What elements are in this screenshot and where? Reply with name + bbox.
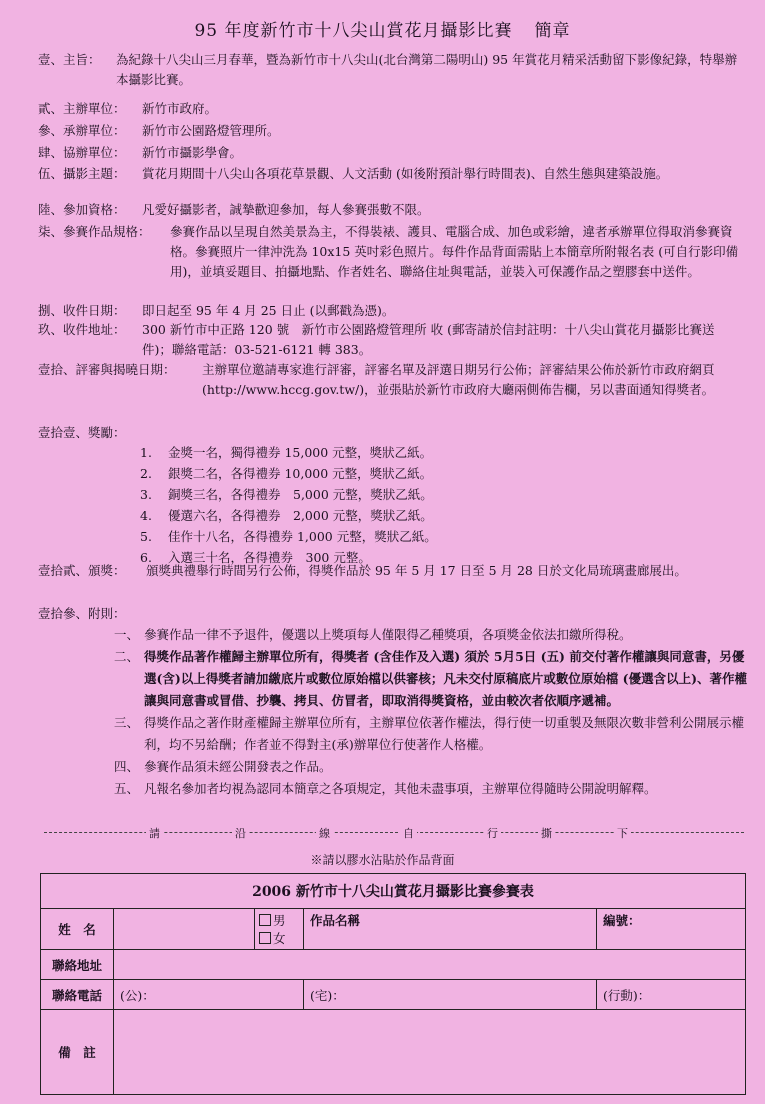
note-item: 五、 凡報名參加者均視為認同本簡章之各項規定，其他未盡事項，主辦單位得隨時公開說明解釋。 (114, 781, 657, 796)
phone-label: 聯絡電話 (41, 980, 114, 1010)
note-item: 二、 得獎作品著作權歸主辦單位所有，得獎者 (含佳作及入選) 須於 5月5日 (五) 前交付著作權讓與同意書，另優選(含)以上得獎者請加繳底片或數位原始檔以供審核；凡未交付原稿底片或數位原始檔 (優選含以上)、著作權讓與同意書或冒借、抄襲、拷貝、仿冒者，即取消得獎資格，並由較次者依順序遞補。 (114, 649, 748, 708)
name-label: 姓 名 (41, 909, 114, 950)
name-field[interactable] (114, 909, 255, 950)
award-item: 2. 銀獎二名，各得禮券 10,000 元整，獎狀乙紙。 (140, 466, 433, 481)
notes-list (114, 624, 749, 800)
note-item: 一、 參賽作品一律不予退件，優選以上獎項每人僅限得乙種獎項，各項獎金依法扣繳所得稅。 (114, 627, 632, 642)
note-item: 四、 參賽作品須未經公開發表之作品。 (114, 759, 332, 774)
male-checkbox[interactable] (259, 914, 271, 926)
address-field[interactable] (114, 950, 746, 980)
cut-line: 請 沿 線 自 行 撕 下 (44, 832, 744, 833)
award-item: 6. 入選三十名，各得禮券 300 元整。 (140, 550, 371, 565)
award-item: 3. 銅獎三名，各得禮券 5,000 元整，獎狀乙紙。 (140, 487, 433, 502)
award-item: 1. 金獎一名，獨得禮券 15,000 元整，獎狀乙紙。 (140, 445, 433, 460)
remark-field[interactable] (114, 1010, 746, 1095)
awards-list (140, 442, 437, 568)
note-item: 三、 得獎作品之著作財產權歸主辦單位所有，主辦單位依著作權法，得行使一切重製及無限次數非營利公開展示權利，均不另給酬；作者並不得對主(承)辦單位行使著作人格權。 (114, 715, 745, 752)
section-purpose: 壹、主旨： 為紀錄十八尖山三月春華，暨為新竹市十八尖山(北台灣第二陽明山) 95 年賞花月精采活動留下影像紀錄，特舉辦本攝影比賽。 (38, 52, 738, 87)
award-item: 5. 佳作十八名，各得禮券 1,000 元整，獎狀乙紙。 (140, 529, 437, 544)
award-item: 4. 優選六名，各得禮券 2,000 元整，獎狀乙紙。 (140, 508, 433, 523)
office-phone-field[interactable]: (公)： (114, 980, 304, 1010)
work-title-field[interactable]: 作品名稱 (304, 909, 597, 950)
remark-label: 備 註 (41, 1010, 114, 1095)
entry-form (40, 873, 746, 1095)
form-title: 2006 新竹市十八尖山賞花月攝影比賽參賽表 (41, 874, 746, 909)
document-page: 95 年度新竹市十八尖山賞花月攝影比賽 簡章 壹、主旨： 為紀錄十八尖山三月春華，暨為新竹市十八尖山(北台灣第二陽明山) 95 年賞花月精采活動留下影像紀錄，特舉辦本攝影比賽。 貳、主辦單位： 新竹市政府。 參、承辦單位： 新竹市公園路燈管理所。 肆、協辦單位： 新竹市攝影學會。 伍、攝影主題： 賞花月期間十八尖山各項花草景觀、人文活動 (如後附預計舉行時間表)、自然生態與建築設施。 陸、參加資格： 凡愛好攝影者，誠摯歡迎參加，每人參賽張數不限。 柒、參賽作品規格： 參賽作品以呈現自然美景為主，不得裝裱、護貝、電腦合成、加色或彩繪，違者承辦單位得取消參賽資格。參賽照片一律沖洗為 10x15 英吋彩色照片。每件作品背面需貼上本簡章所附報名表 (可自行影印備用)，並填妥題目、拍攝地點、作者姓名、聯絡住址與電話，並裝入可保護作品之塑膠套中送件。 捌、收件日期： 即日起至 95 年 4 月 25 日止 (以郵戳為憑)。 玖、收件地址： 300 新竹市中正路 120 號 新竹市公園路燈管理所 收 (郵寄請於信封註明：十八尖山賞花月攝影比賽送件)；聯絡電話：03-521-6121 轉 383。 壹拾、評審與揭曉日期： 主辦單位邀請專家進行評審，評審名單及評選日期另行公佈；評審結果公佈於新竹市政府網頁 (http://www.hccg.gov.tw/)，並張貼於新竹市政府大廳兩側佈告欄，另以書面通知得獎者。 壹拾壹、獎勵： 1. 金獎一名，獨得禮券 15,000 元整，獎狀乙紙。 2. 銀獎二名，各得禮券 10,000 元整，獎狀乙紙。 3. 銅獎三名，各得禮券 5,000 元整，獎狀乙紙。 4. 優選六名，各得禮券 2,000 元整，獎狀乙紙。 5. 佳作十八名，各得禮券 1,000 元整，獎狀乙紙。 6. 入選三十名，各得禮券 300 元整。 壹拾貳、頒獎： 頒獎典禮舉行時間另行公佈，得獎作品於 95 年 5 月 17 日至 5 月 28 日於文化局琉璃畫廊展出。 壹拾參、附則： 一、 參賽作品一律不予退件，優選以上獎項每人僅限得乙種獎項，各項獎金依法扣繳所得稅。 二、 得獎作品著作權歸主辦單位所有，得獎者 (含佳作及入選) 須於 5月5日 (五) 前交付著作權讓與同意書，另優選(含)以上得獎者請加繳底片或數位原始檔以供審核；凡未交付原稿底片或數位原始檔 (優選含以上)、著作權讓與同意書或冒借、抄襲、拷貝、仿冒者，即取消得獎資格，並由較次者依順序遞補。 三、 得獎作品之著作財產權歸主辦單位所有，主辦單位依著作權法，得行使一切重製及無限次數非營利公開展示權利，均不另給酬；作者並不得對主(承)辦單位行使著作人格權。 四、 參賽作品須未經公開發表之作品。 五、 凡報名參加者均視為認同本簡章之各項規定，其他未盡事項，主辦單位得隨時公開說明解釋。 請 沿 線 自 行 撕 下 ※請以膠水沾貼於作品背面 2006 新竹市十八尖山賞花月攝影比賽參賽表 姓 名 男 女 作品名稱 編號： 聯絡地址 聯絡電話 (公)： (宅)： (行動)： 備 註 (0, 0, 765, 1104)
gender-field[interactable]: 男 女 (255, 909, 304, 950)
home-phone-field[interactable]: (宅)： (304, 980, 597, 1010)
form-note: ※請以膠水沾貼於作品背面 (310, 853, 455, 867)
address-label: 聯絡地址 (41, 950, 114, 980)
id-field[interactable]: 編號： (597, 909, 746, 950)
mobile-phone-field[interactable]: (行動)： (597, 980, 746, 1010)
page-title: 95 年度新竹市十八尖山賞花月攝影比賽 簡章 (194, 21, 571, 41)
female-checkbox[interactable] (259, 932, 271, 944)
